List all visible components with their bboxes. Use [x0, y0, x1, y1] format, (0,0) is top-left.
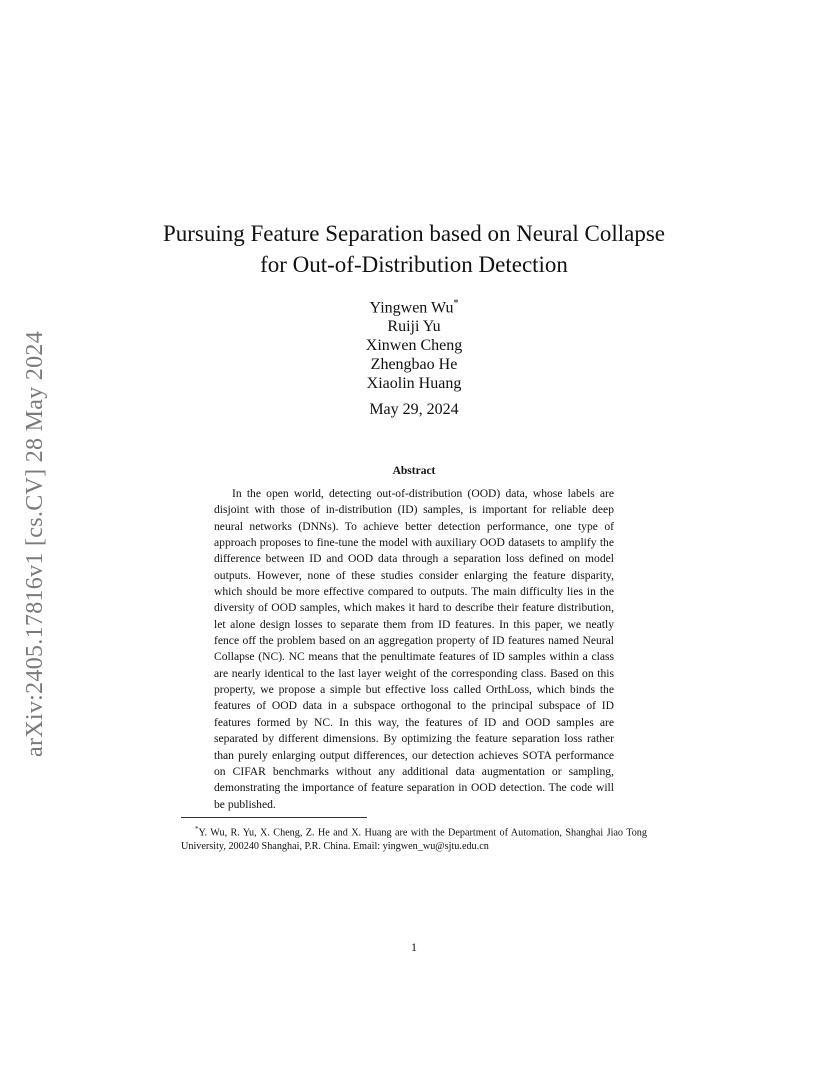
author-name: Xiaolin Huang: [366, 375, 462, 393]
publication-date: May 29, 2024: [369, 401, 459, 418]
author-name: Ruiji Yu: [387, 318, 441, 336]
author-name: Yingwen Wu*: [369, 298, 459, 317]
footnote-marker: *: [453, 298, 459, 309]
author-name: Xinwen Cheng: [365, 337, 463, 355]
author-name: Zhengbao He: [370, 356, 458, 374]
page-number: 1: [411, 940, 417, 954]
abstract-heading: Abstract: [392, 465, 436, 477]
arxiv-identifier-stamp[interactable]: arXiv:2405.17816v1 [cs.CV] 28 May 2024: [22, 330, 48, 757]
affiliation-footnote: [181, 822, 647, 854]
abstract-text: In the open world, detecting out-of-distribution (OOD) data, whose labels are disjoint with those of in-distribution (ID) samples, is important for reliable deep neural networks (DNNs). To achieve better detection performance, one type of approach proposes to fine-tune the model with auxiliary OOD datasets to amplify the difference between ID and OOD data through a separation loss defined on model outputs. However, none of these studies consider enlarging the feature disparity, which should be more effective compared to outputs. The main difficulty lies in the diversity of OOD samples, which makes it hard to describe their feature distribution, let alone design losses to separate them from ID features. In this paper, we neatly fence off the problem based on an aggregation property of ID features named Neural Collapse (NC). NC means that the penultimate features of ID samples within a class are nearly identical to the last layer weight of the corresponding class. Based on this property, we propose a simple but effective loss called OrthLoss, which binds the features of OOD data in a subspace orthogonal to the principal subspace of ID features formed by NC. In this way, the features of ID and OOD samples are separated by different dimensions. By optimizing the feature separation loss rather than purely enlarging output differences, our detection achieves SOTA performance on CIFAR benchmarks without any additional data augmentation or sampling, demonstrating the importance of feature separation in OOD detection. The code will be published.: [214, 487, 614, 811]
footnote-marker: *: [195, 825, 199, 833]
footnote-divider: [181, 817, 367, 818]
footnote-text: Y. Wu, R. Yu, X. Cheng, Z. He and X. Huang are with the Department of Automation, Shanghai Jiao Tong University, 200240 Shanghai, P.R. China. Email: yingwen_wu@sjtu.edu.cn: [181, 827, 647, 853]
author-list: [264, 294, 564, 393]
paper-title: Pursuing Feature Separation based on Neural Collapse for Out-of-Distribution Detection: [162, 221, 666, 277]
